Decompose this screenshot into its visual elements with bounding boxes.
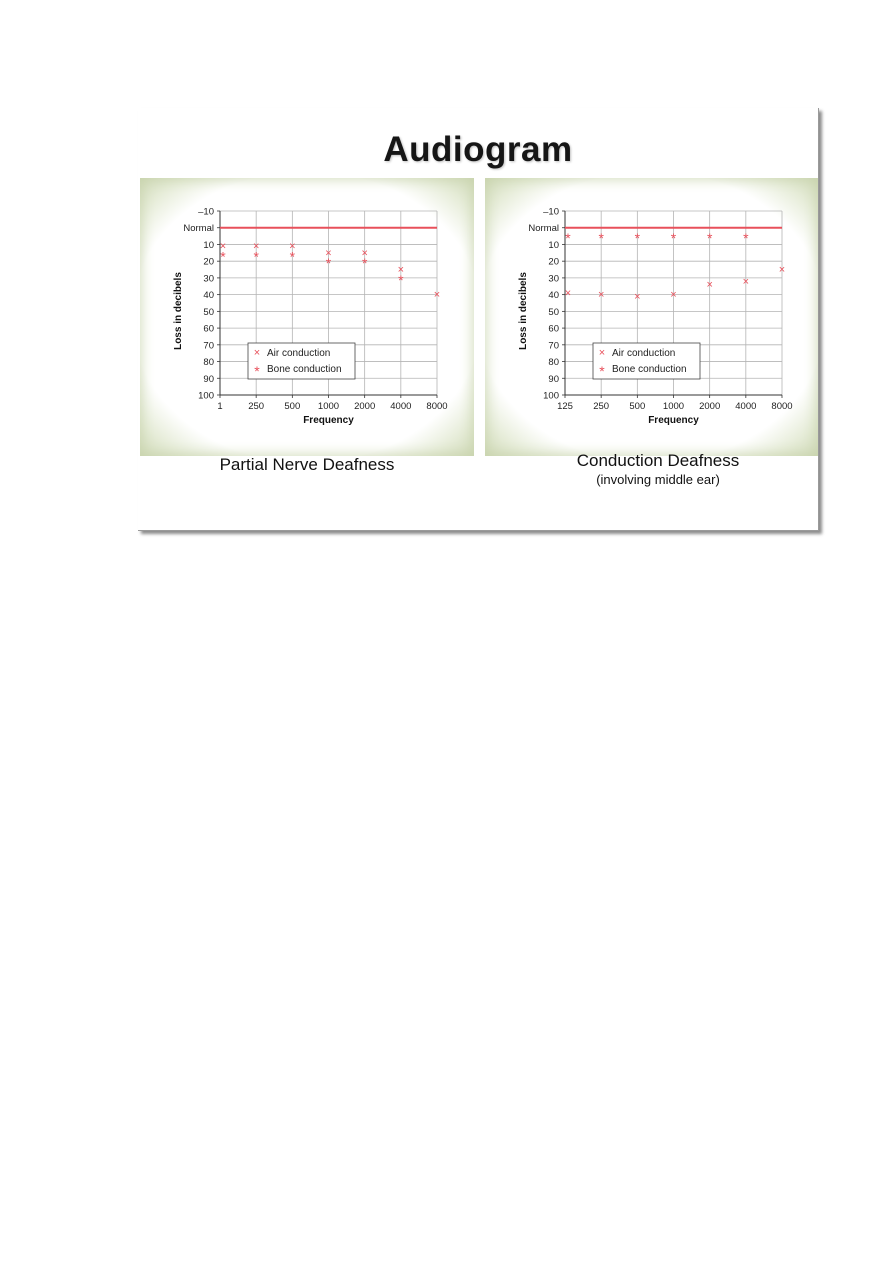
- legend-label: Air conduction: [612, 348, 676, 359]
- x-tick-label: 4000: [390, 401, 412, 412]
- y-tick-label: 90: [548, 373, 559, 385]
- series-air-conduction: [565, 264, 785, 303]
- y-tick-label: 20: [548, 256, 559, 268]
- bone-conduction-point: *: [706, 230, 713, 247]
- y-tick-label: 20: [203, 256, 214, 268]
- bone-conduction-point: *: [565, 230, 571, 247]
- x-tick-label: 500: [629, 401, 646, 412]
- air-conduction-point: ×: [289, 240, 296, 253]
- y-tick-label: Normal: [183, 223, 214, 235]
- y-tick-label: 50: [548, 306, 559, 318]
- y-tick-label: 40: [203, 290, 214, 302]
- x-tick-label: 2000: [354, 401, 376, 412]
- chart-conduction-deafness: [485, 178, 818, 456]
- bone-conduction-point: *: [398, 271, 404, 288]
- legend: [593, 343, 700, 379]
- caption-subtitle: (involving middle ear): [596, 472, 720, 487]
- x-tick-label: 2000: [699, 401, 721, 412]
- legend-marker: ×: [253, 347, 261, 359]
- y-tick-label: 60: [548, 323, 559, 335]
- bone-conduction-point: *: [670, 230, 677, 247]
- bone-conduction-point: *: [634, 230, 641, 247]
- legend-marker: ×: [598, 347, 606, 359]
- x-tick-label: 1000: [662, 401, 685, 412]
- x-tick-label: 500: [284, 401, 301, 412]
- panel-conduction-deafness: [485, 178, 818, 456]
- y-tick-label: 100: [198, 390, 214, 402]
- air-conduction-point: ×: [564, 287, 572, 300]
- air-conduction-point: ×: [742, 275, 750, 288]
- y-tick-label: 80: [548, 357, 559, 369]
- air-conduction-point: ×: [219, 240, 227, 253]
- x-tick-label: 1000: [317, 401, 340, 412]
- series-bone-conduction: [565, 230, 749, 246]
- legend-marker: *: [599, 363, 605, 379]
- x-tick-label: 8000: [771, 401, 793, 412]
- audiogram-slide: [138, 108, 819, 531]
- bone-conduction-point: *: [743, 230, 749, 247]
- y-tick-label: 50: [203, 306, 214, 318]
- air-conduction-point: ×: [397, 264, 405, 277]
- air-conduction-point: ×: [778, 264, 786, 277]
- y-tick-label: 80: [203, 357, 214, 369]
- y-tick-label: 10: [203, 239, 214, 251]
- slide-title: Audiogram: [383, 130, 573, 169]
- caption-main: Conduction Deafness: [576, 451, 740, 470]
- x-tick-label: 1: [217, 401, 223, 412]
- y-tick-label: 90: [203, 373, 214, 385]
- x-tick-label: 4000: [735, 401, 757, 412]
- y-tick-label: Normal: [528, 223, 559, 235]
- y-tick-label: 10: [548, 239, 559, 251]
- bone-conduction-point: *: [598, 230, 604, 247]
- x-axis-title: Frequency: [303, 415, 354, 426]
- x-tick-label: 125: [557, 401, 573, 412]
- air-conduction-point: ×: [325, 247, 332, 260]
- legend-label: Bone conduction: [612, 364, 687, 375]
- y-tick-label: 100: [543, 390, 559, 402]
- air-conduction-point: ×: [634, 290, 641, 303]
- air-conduction-point: ×: [670, 289, 677, 302]
- y-axis-title: Loss in decibels: [173, 272, 184, 350]
- x-axis-title: Frequency: [648, 415, 699, 426]
- bone-conduction-point: *: [253, 248, 259, 265]
- y-tick-label: 40: [548, 290, 559, 302]
- y-tick-label: 70: [203, 340, 214, 352]
- air-conduction-point: ×: [433, 289, 441, 302]
- chart-partial-nerve-deafness: [140, 178, 474, 456]
- caption-partial-nerve-deafness: Partial Nerve Deafness: [219, 455, 395, 474]
- bone-conduction-point: *: [289, 248, 296, 265]
- bone-conduction-point: *: [361, 255, 368, 272]
- legend-label: Bone conduction: [267, 364, 342, 375]
- air-conduction-point: ×: [252, 240, 260, 253]
- y-tick-label: 60: [203, 323, 214, 335]
- y-tick-label: –10: [198, 206, 214, 218]
- air-conduction-point: ×: [361, 247, 368, 260]
- y-tick-label: –10: [543, 206, 559, 218]
- legend-label: Air conduction: [267, 348, 331, 359]
- x-tick-label: 8000: [426, 401, 448, 412]
- air-conduction-point: ×: [706, 279, 713, 292]
- x-tick-label: 250: [248, 401, 265, 412]
- y-tick-label: 70: [548, 340, 559, 352]
- panel-partial-nerve-deafness: [140, 178, 474, 456]
- legend: [248, 343, 355, 379]
- y-axis-title: Loss in decibels: [518, 272, 529, 350]
- x-tick-label: 250: [593, 401, 610, 412]
- y-tick-label: 30: [548, 273, 559, 285]
- legend-marker: *: [254, 363, 260, 379]
- air-conduction-point: ×: [597, 289, 605, 302]
- caption-conduction-deafness: [568, 450, 748, 488]
- y-tick-label: 30: [203, 273, 214, 285]
- bone-conduction-point: *: [325, 255, 332, 272]
- bone-conduction-point: *: [220, 248, 226, 265]
- series-bone-conduction: [220, 248, 404, 287]
